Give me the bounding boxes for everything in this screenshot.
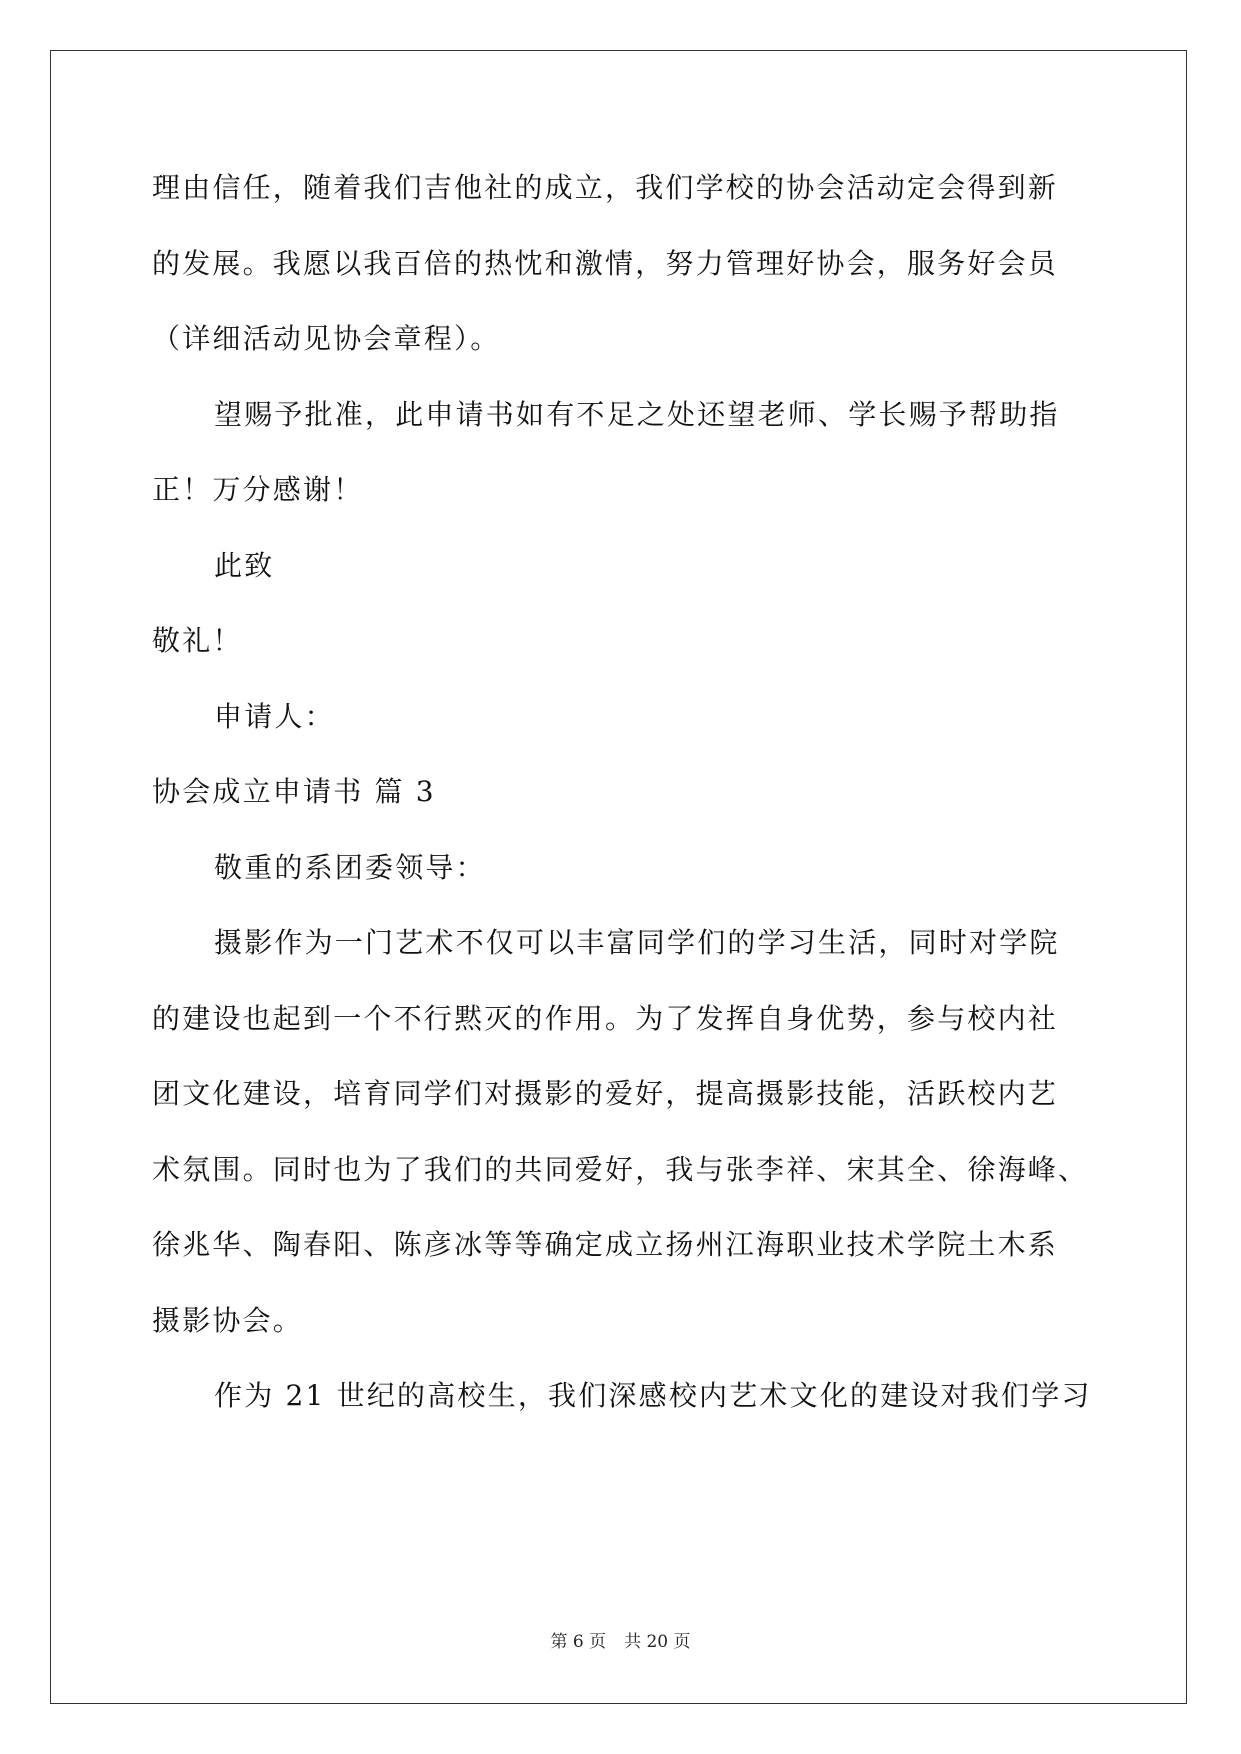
body-line-5: 正！万分感谢！ bbox=[152, 473, 364, 506]
body-line-4: 望赐予批准，此申请书如有不足之处还望老师、学长赐予帮助指 bbox=[214, 398, 1060, 431]
body-line-8: 团文化建设，培育同学们对摄影的爱好，提高摄影技能，活跃校内艺 bbox=[152, 1077, 1059, 1110]
body-line-2: 的发展。我愿以我百倍的热忱和激情，努力管理好协会，服务好会员 bbox=[152, 247, 1059, 280]
body-line-1: 理由信任，随着我们吉他社的成立，我们学校的协会活动定会得到新 bbox=[152, 171, 1059, 204]
body-line-11: 摄影协会。 bbox=[152, 1304, 304, 1337]
closing-salutation: 此致 bbox=[214, 549, 275, 582]
body-line-9: 术氛围。同时也为了我们的共同爱好，我与张李祥、宋其全、徐海峰、 bbox=[152, 1153, 1089, 1186]
body-line-6: 摄影作为一门艺术不仅可以丰富同学们的学习生活，同时对学院 bbox=[214, 926, 1060, 959]
body-line-10: 徐兆华、陶春阳、陈彦冰等等确定成立扬州江海职业技术学院土木系 bbox=[152, 1228, 1059, 1261]
page-footer bbox=[0, 1630, 1241, 1654]
closing-regards: 敬礼！ bbox=[152, 624, 243, 657]
page-total: 共 20 页 bbox=[624, 1632, 691, 1652]
body-line-7: 的建设也起到一个不行黙灭的作用。为了发挥自身优势，参与校内社 bbox=[152, 1002, 1059, 1035]
body-line-3: （详细活动见协会章程）。 bbox=[152, 322, 501, 355]
section-heading: 协会成立申请书 篇 3 bbox=[152, 775, 436, 808]
applicant-label: 申请人： bbox=[214, 700, 335, 733]
body-line-12: 作为 21 世纪的高校生，我们深感校内艺术文化的建设对我们学习 bbox=[214, 1379, 1092, 1412]
page-number: 第 6 页 bbox=[550, 1632, 607, 1652]
greeting: 敬重的系团委领导： bbox=[214, 851, 486, 884]
